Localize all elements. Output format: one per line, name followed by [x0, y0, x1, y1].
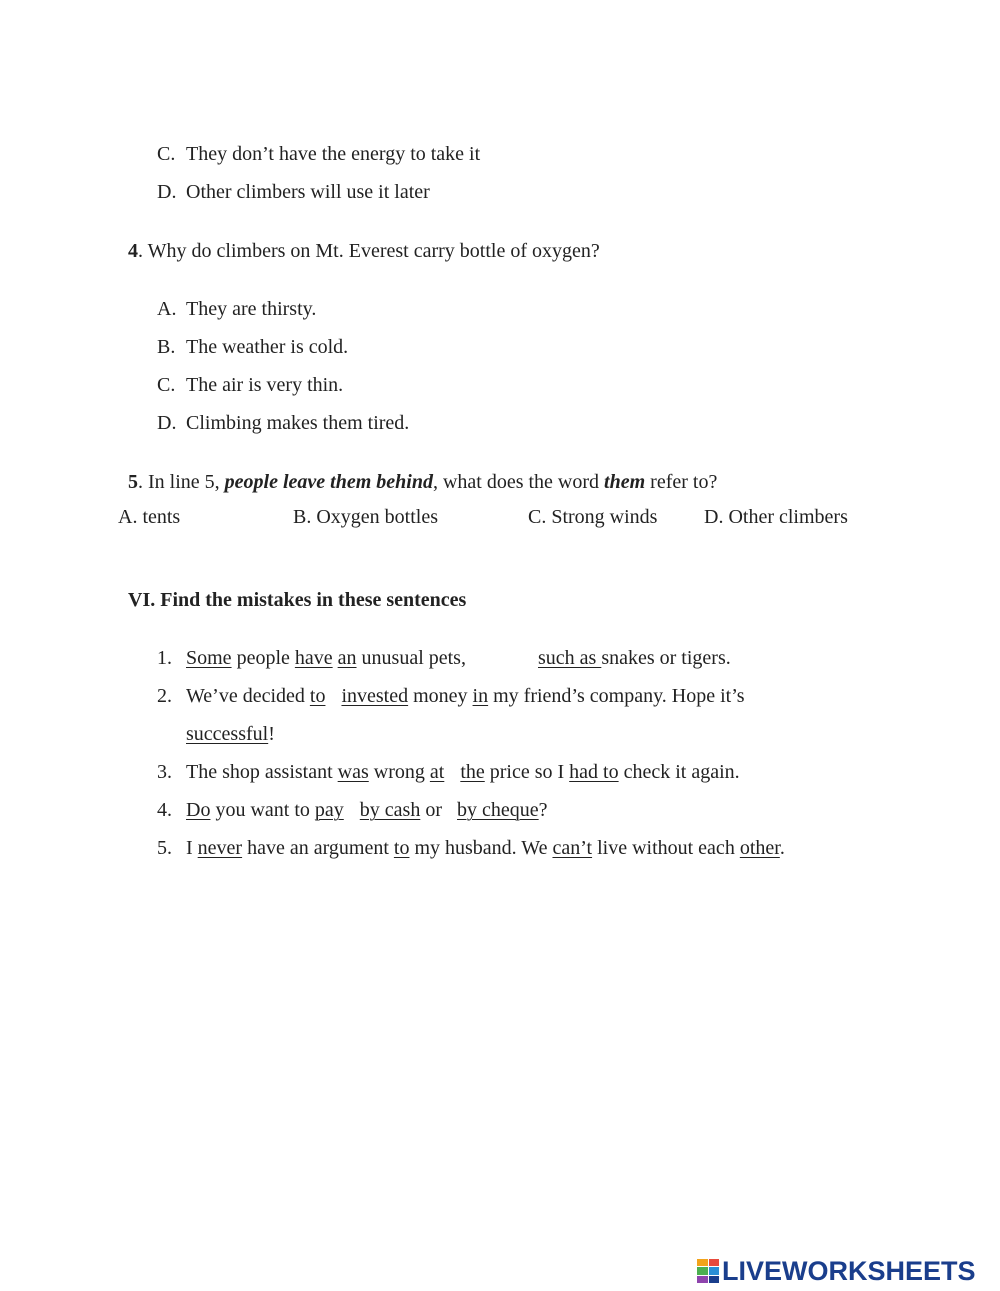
question-number: 4: [128, 240, 138, 262]
underlined-word: an: [337, 647, 357, 669]
sentence-text: my husband. We: [409, 837, 553, 859]
sentence-number: 4.: [157, 799, 172, 821]
underlined-word: invested: [341, 685, 409, 707]
sentence-text: people: [231, 647, 295, 669]
sentence-text: price so I: [484, 761, 570, 783]
option-text: The weather is cold.: [186, 336, 349, 358]
section-heading: [118, 564, 466, 612]
underlined-word: have: [294, 647, 333, 669]
question-text: . In line 5,: [138, 471, 225, 493]
option-text: They don’t have the energy to take it: [186, 143, 481, 165]
sentence-number: 2.: [157, 685, 172, 707]
underlined-word: by cash: [359, 799, 421, 821]
option-letter: A.: [157, 298, 177, 320]
sentence-text: .: [779, 837, 785, 859]
q4-question: [118, 215, 600, 263]
sentence-text: have an argument: [242, 837, 394, 859]
underlined-word: the: [460, 761, 485, 783]
underlined-word: was: [337, 761, 369, 783]
sentence-text: !: [268, 723, 275, 745]
logo-tile: [709, 1267, 720, 1274]
question-text: . Why do climbers on Mt. Everest carry bottle of oxygen?: [138, 240, 600, 262]
sentence-number: 5.: [157, 837, 172, 859]
sentence-text: The shop assistant: [186, 761, 338, 783]
underlined-word: pay: [314, 799, 344, 821]
sentence-text: I: [186, 837, 198, 859]
underlined-word: to: [309, 685, 326, 707]
option-letter: C.: [157, 374, 176, 396]
logo-tile: [709, 1276, 720, 1283]
underlined-word: successful: [186, 723, 269, 745]
logo-tile: [697, 1276, 708, 1283]
sentence-number: 1.: [157, 647, 172, 669]
sentence-5: [147, 812, 785, 860]
sentence-text: We’ve decided: [186, 685, 310, 707]
underlined-word: never: [197, 837, 243, 859]
option-letter: D.: [157, 412, 177, 434]
liveworksheets-logo: [697, 1256, 976, 1286]
sentence-text: unusual pets,: [356, 647, 466, 669]
underlined-word: at: [429, 761, 445, 783]
logo-tile: [709, 1259, 720, 1266]
sentence-number: 3.: [157, 761, 172, 783]
sentence-text: you want to: [210, 799, 315, 821]
sentence-text: live without each: [592, 837, 740, 859]
sentence-text: or: [420, 799, 447, 821]
underlined-word: can’t: [552, 837, 593, 859]
underlined-word: in: [472, 685, 489, 707]
sentence-text: my friend’s company. Hope it’s: [488, 685, 745, 707]
q5-question: [118, 446, 717, 494]
q5-option-b: B. Oxygen bottles: [293, 506, 438, 528]
underlined-word: such as: [538, 647, 602, 669]
q4-option-d: [147, 387, 409, 435]
option-text: They are thirsty.: [186, 298, 317, 320]
question-number: 5: [128, 471, 138, 493]
sentence-text: money: [408, 685, 473, 707]
q5-option-c: C. Strong winds: [528, 506, 658, 528]
option-letter: D.: [157, 181, 177, 203]
underlined-word: by cheque: [457, 799, 539, 821]
logo-icon: [697, 1259, 719, 1283]
underlined-word: Do: [186, 799, 211, 821]
target-word: them: [604, 471, 646, 493]
underlined-word: had to: [569, 761, 619, 783]
sentence-text: snakes or tigers.: [601, 647, 731, 669]
option-letter: C.: [157, 143, 176, 165]
option-letter: B.: [157, 336, 176, 358]
section-title: VI. Find the mistakes in these sentences: [128, 589, 467, 611]
sentence-text: check it again.: [618, 761, 740, 783]
option-text: The air is very thin.: [186, 374, 344, 396]
underlined-word: to: [393, 837, 410, 859]
logo-tile: [697, 1259, 708, 1266]
logo-text: LIVEWORKSHEETS: [722, 1255, 976, 1286]
underlined-word: other: [739, 837, 780, 859]
sentence-text: wrong: [368, 761, 430, 783]
option-text: Other climbers will use it later: [186, 181, 430, 203]
q3-option-d: [147, 156, 430, 204]
underlined-word: Some: [186, 647, 232, 669]
logo-tile: [697, 1267, 708, 1274]
quoted-phrase: people leave them behind: [224, 471, 433, 493]
q5-option-d: D. Other climbers: [704, 506, 848, 528]
q5-option-a: A. tents: [118, 506, 181, 528]
question-text: refer to?: [645, 471, 718, 493]
option-text: Climbing makes them tired.: [186, 412, 410, 434]
question-text: , what does the word: [432, 471, 605, 493]
sentence-text: ?: [538, 799, 548, 821]
